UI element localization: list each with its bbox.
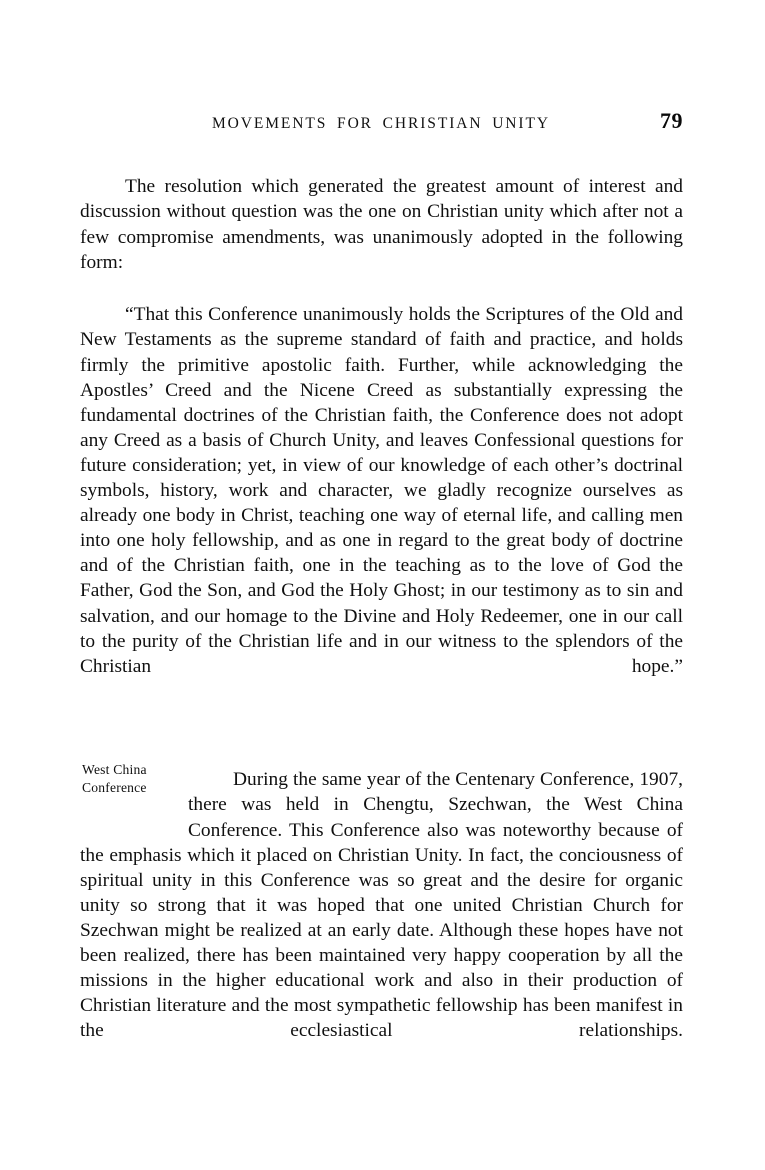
paragraph-west-china-conference bbox=[80, 767, 683, 1068]
paragraph-west-china-text: During the same year of the Centenary Conference, 1907, there was held in Chengtu, Szechwan, the West China Conference. This Conference also was noteworthy because of the emphasis which it placed on Christian Unity. In fact, the conciousness of spiritual unity in this Conference was so great and the desire for organic unity so strong that it was hoped that one united Christian Church for Szechwan might be realized at an early date. Although these hopes have not been realized, there has been maintained very happy cooperation by all the missions in the higher educational work and also in their production of Christian literature and the most sympathetic fellowship has been manifest in the ecclesiastical relationships. bbox=[80, 769, 683, 1042]
running-header-title: MOVEMENTS FOR CHRISTIAN UNITY bbox=[212, 115, 550, 132]
page-number: 79 bbox=[660, 108, 683, 133]
marginal-note-gutter bbox=[80, 767, 188, 821]
running-header bbox=[80, 108, 683, 132]
quoted-resolution: “That this Conference unanimously holds the Scriptures of the Old and New Testaments as the supreme standard of faith and practice, and holds firmly the primitive apostolic faith. Further, while acknowledging the Apostles’ Creed and the Nicene Creed as substantially expressing the fundamental doctrines of the Christian faith, the Conference does not adopt any Creed as a basis of Church Unity, and leaves Confessional questions for future consideration; yet, in view of our knowledge of each other’s doctrinal symbols, history, work and character, we gladly recognize ourselves as already one body in Christ, teaching one way of eternal life, and calling men into one holy fellowship, and as one in regard to the great body of doctrine and of the Christian faith, one in the teaching as to the love of God the Father, God the Son, and God the Holy Ghost; in our testimony as to sin and salvation, and our homage to the Divine and Holy Redeemer, one in our call to the purity of the Christian life and in our witness to the splendors of the Christian hope.” bbox=[80, 304, 683, 677]
marginal-note-line-1: West China bbox=[82, 762, 147, 777]
marginal-note-line-2: Conference bbox=[82, 779, 147, 795]
paragraph-opening: The resolution which generated the greatest amount of interest and discussion without question was the one on Christian unity which after not a few compromise amendments, was unanimously adopted in the following form: bbox=[80, 176, 683, 273]
